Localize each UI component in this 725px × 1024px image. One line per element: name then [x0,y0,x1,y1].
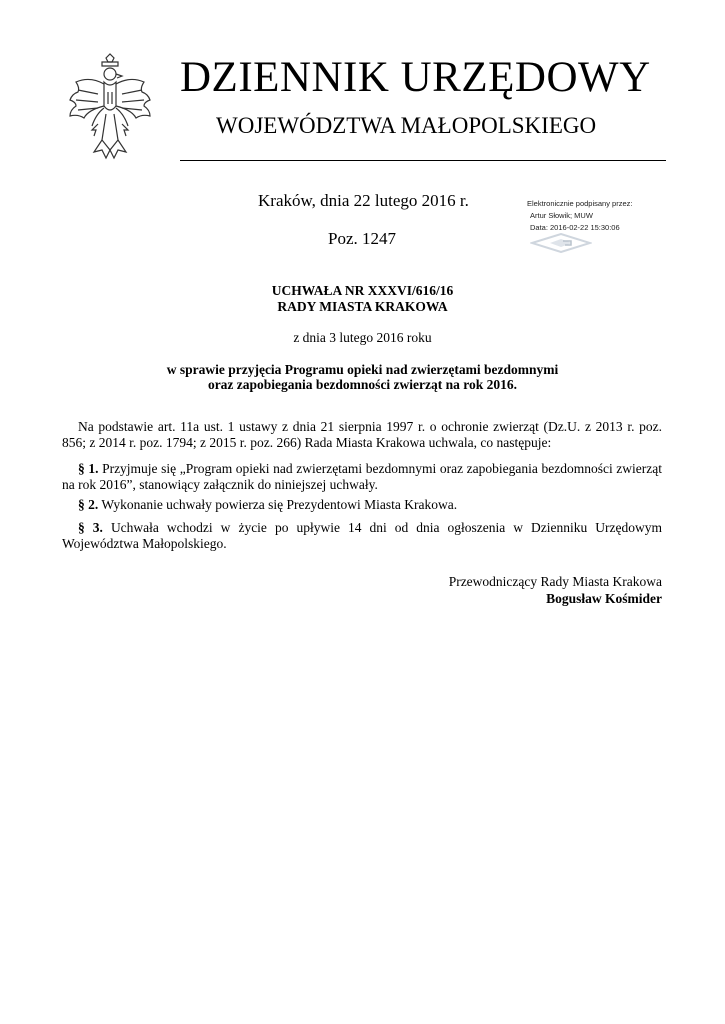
section-3-label: § 3. [78,520,103,535]
signature-label: Elektronicznie podpisany przez: [527,199,633,208]
publication-position: Poz. 1247 [328,229,396,248]
section-1-text: Przyjmuje się „Program opieki nad zwierzętami bezdomnymi oraz zapobiegania bezdomności zwierząt na rok 2016”, stanowiący załącznik do niniejszej uchwały. [62,461,662,492]
resolution-date: z dnia 3 lutego 2016 roku [293,330,432,345]
signoff-role: Przewodniczący Rady Miasta Krakowa [448,574,662,589]
signature-check-icon [530,233,592,253]
polish-eagle-emblem-icon [62,52,158,164]
section-2-text: Wykonanie uchwały powierza się Prezydentowi Miasta Krakowa. [101,497,458,512]
resolution-issuer: RADY MIASTA KRAKOWA [277,299,448,314]
header-divider [180,160,666,161]
section-1-label: § 1. [78,461,99,476]
signature-date: Data: 2016-02-22 15:30:06 [530,223,620,232]
preamble-paragraph [62,419,662,451]
signature-signer: Artur Słowik; MUW [530,211,593,220]
section-3-text: Uchwała wchodzi w życie po upływie 14 dni od dnia ogłoszenia w Dzienniku Urzędowym Województwa Małopolskiego. [62,520,663,551]
resolution-number: UCHWAŁA NR XXXVI/616/16 [271,283,454,298]
publication-place-date: Kraków, dnia 22 lutego 2016 r. [258,191,469,210]
section-3-paragraph [62,520,662,552]
section-2-paragraph [62,497,662,513]
electronic-signature-block [527,198,687,234]
journal-subtitle: WOJEWÓDZTWA MAŁOPOLSKIEGO [216,113,597,138]
section-2-label: § 2. [78,497,99,512]
preamble-text: Na podstawie art. 11a ust. 1 ustawy z dnia 21 sierpnia 1997 r. o ochronie zwierząt (Dz.U. z 2013 r. poz. 856; z 2014 r. poz. 1794; z 2015 r. poz. 266) Rada Miasta Krakowa uchwala, co następuje: [62,419,662,450]
journal-title: DZIENNIK URZĘDOWY [180,54,651,101]
signoff-block [449,573,662,607]
section-1-paragraph [62,461,662,493]
signoff-name: Bogusław Kośmider [546,591,662,606]
resolution-subject-line-1: w sprawie przyjęcia Programu opieki nad zwierzętami bezdomnymi [166,362,559,377]
resolution-subject-line-2: oraz zapobiegania bezdomności zwierząt na rok 2016. [207,377,518,392]
